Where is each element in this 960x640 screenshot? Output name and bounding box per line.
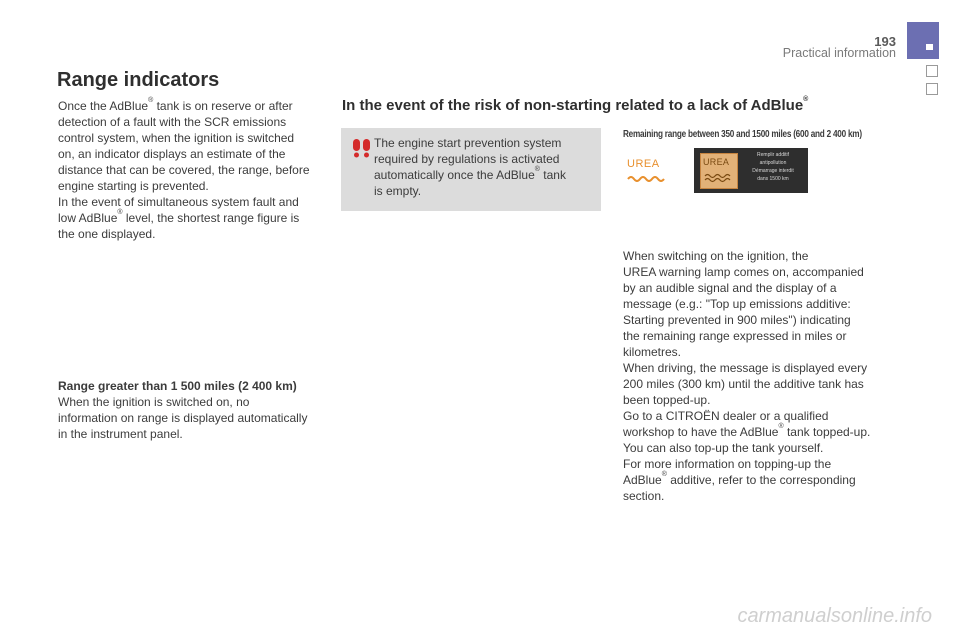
urea-icon-label: UREA <box>627 158 660 170</box>
text-line <box>623 424 870 440</box>
section-title: Practical information <box>782 46 896 60</box>
text-segment: detection of a fault with the SCR emissions <box>58 115 287 129</box>
text-line <box>374 183 566 199</box>
urea-warning-icon <box>627 158 667 182</box>
text-segment: In the event of simultaneous system fault and <box>58 195 299 209</box>
text-segment: on, an indicator displays an estimate of the <box>58 147 286 161</box>
text-line <box>623 392 870 408</box>
text-line <box>623 312 870 328</box>
dashboard-message-line: Remplir additif <box>757 152 789 158</box>
text-segment: 200 miles (300 km) until the additive tank has <box>623 377 864 391</box>
text-segment: The engine start prevention system <box>374 136 562 150</box>
text-line <box>623 456 870 472</box>
text-segment: tank <box>539 168 566 182</box>
text-line <box>623 248 870 264</box>
instrument-panel-display <box>694 148 808 193</box>
text-segment: Go to a CITROËN dealer or a qualified <box>623 409 829 423</box>
registered-mark: ® <box>148 97 154 104</box>
intro-paragraph <box>58 98 310 242</box>
text-segment: Once the AdBlue <box>58 99 149 113</box>
text-segment: by an audible signal and the display of a <box>623 281 837 295</box>
warning-exclamation-icon <box>351 138 373 158</box>
dashboard-message-line: dans 1500 km <box>757 176 789 182</box>
text-segment: AdBlue <box>623 473 662 487</box>
text-segment: low AdBlue <box>58 211 118 225</box>
text-segment: You can also top-up the tank yourself. <box>623 441 824 455</box>
tab-marker-icon <box>926 44 933 50</box>
text-segment: the one displayed. <box>58 227 156 241</box>
text-segment: control system, when the ignition is switched <box>58 131 295 145</box>
text-line <box>374 151 566 167</box>
right-body-text <box>623 248 870 504</box>
registered-mark: ® <box>117 209 123 216</box>
text-line <box>58 98 310 114</box>
range-greater-line: in the instrument panel. <box>58 427 183 441</box>
urea-lamp-wave-icon <box>704 173 734 183</box>
text-segment: automatically once the AdBlue <box>374 168 535 182</box>
text-line <box>623 296 870 312</box>
text-segment: tank is on reserve or after <box>153 99 293 113</box>
dashboard-message-line: Démarrage interdit <box>752 168 794 174</box>
text-line <box>58 194 310 210</box>
text-line <box>58 146 310 162</box>
text-line <box>623 472 870 488</box>
text-segment: been topped-up. <box>623 393 711 407</box>
text-line <box>623 344 870 360</box>
text-line <box>623 360 870 376</box>
range-greater-section <box>58 378 307 442</box>
warning-text <box>374 135 566 199</box>
dashboard-message <box>742 151 804 183</box>
text-line <box>374 135 566 151</box>
range-greater-line: When the ignition is switched on, no <box>58 395 250 409</box>
text-segment: the remaining range expressed in miles or <box>623 329 847 343</box>
text-line <box>374 167 566 183</box>
section-heading-text: In the event of the risk of non-starting related to a lack of AdBlue <box>342 97 804 114</box>
text-line <box>623 280 870 296</box>
text-segment: engine starting is prevented. <box>58 179 209 193</box>
text-segment: Starting prevented in 900 miles") indicating <box>623 313 851 327</box>
text-segment: additive, refer to the corresponding <box>666 473 856 487</box>
text-segment: UREA warning lamp comes on, accompanied <box>623 265 864 279</box>
section-heading <box>342 97 808 114</box>
text-line <box>58 226 310 242</box>
warning-note-box <box>341 128 601 211</box>
text-line <box>58 114 310 130</box>
text-line <box>623 376 870 392</box>
text-segment: message (e.g.: "Top up emissions additive: <box>623 297 851 311</box>
page-title: Range indicators <box>57 69 220 91</box>
range-greater-heading: Range greater than 1 500 miles (2 400 km) <box>58 379 297 393</box>
text-segment: level, the shortest range figure is <box>122 211 300 225</box>
text-segment: distance that can be covered, the range, before <box>58 163 310 177</box>
text-line <box>58 178 310 194</box>
range-greater-line: information on range is displayed automatically <box>58 411 308 425</box>
text-segment: When driving, the message is displayed every <box>623 361 868 375</box>
text-segment: kilometres. <box>623 345 682 359</box>
watermark: carmanualsonline.info <box>737 605 932 627</box>
text-line <box>623 440 870 456</box>
urea-lamp-label: UREA <box>703 157 730 167</box>
text-segment: section. <box>623 489 665 503</box>
urea-lamp <box>700 153 738 189</box>
urea-wave-icon <box>627 175 667 183</box>
text-segment: tank topped-up. <box>783 425 871 439</box>
text-line <box>58 130 310 146</box>
text-segment: required by regulations is activated <box>374 152 560 166</box>
registered-mark: ® <box>534 166 540 173</box>
text-line <box>623 264 870 280</box>
text-line <box>623 408 870 424</box>
text-segment: For more information on topping-up the <box>623 457 832 471</box>
registered-mark: ® <box>661 471 667 478</box>
text-line <box>623 328 870 344</box>
text-segment: workshop to have the AdBlue <box>623 425 779 439</box>
dashboard-message-line: antipollution <box>759 160 787 166</box>
text-line <box>58 210 310 226</box>
page-number: 193 <box>874 34 896 49</box>
chapter-tab-next[interactable] <box>926 65 938 77</box>
text-segment: is empty. <box>374 184 422 198</box>
registered-mark: ® <box>778 423 784 430</box>
text-line <box>623 488 870 504</box>
text-line <box>58 162 310 178</box>
registered-mark: ® <box>803 96 809 103</box>
remaining-range-label: Remaining range between 350 and 1500 miles (600 and 2 400 km) <box>623 128 862 140</box>
chapter-tab-next-2[interactable] <box>926 83 938 95</box>
text-segment: When switching on the ignition, the <box>623 249 809 263</box>
chapter-tab-active[interactable] <box>907 22 939 59</box>
